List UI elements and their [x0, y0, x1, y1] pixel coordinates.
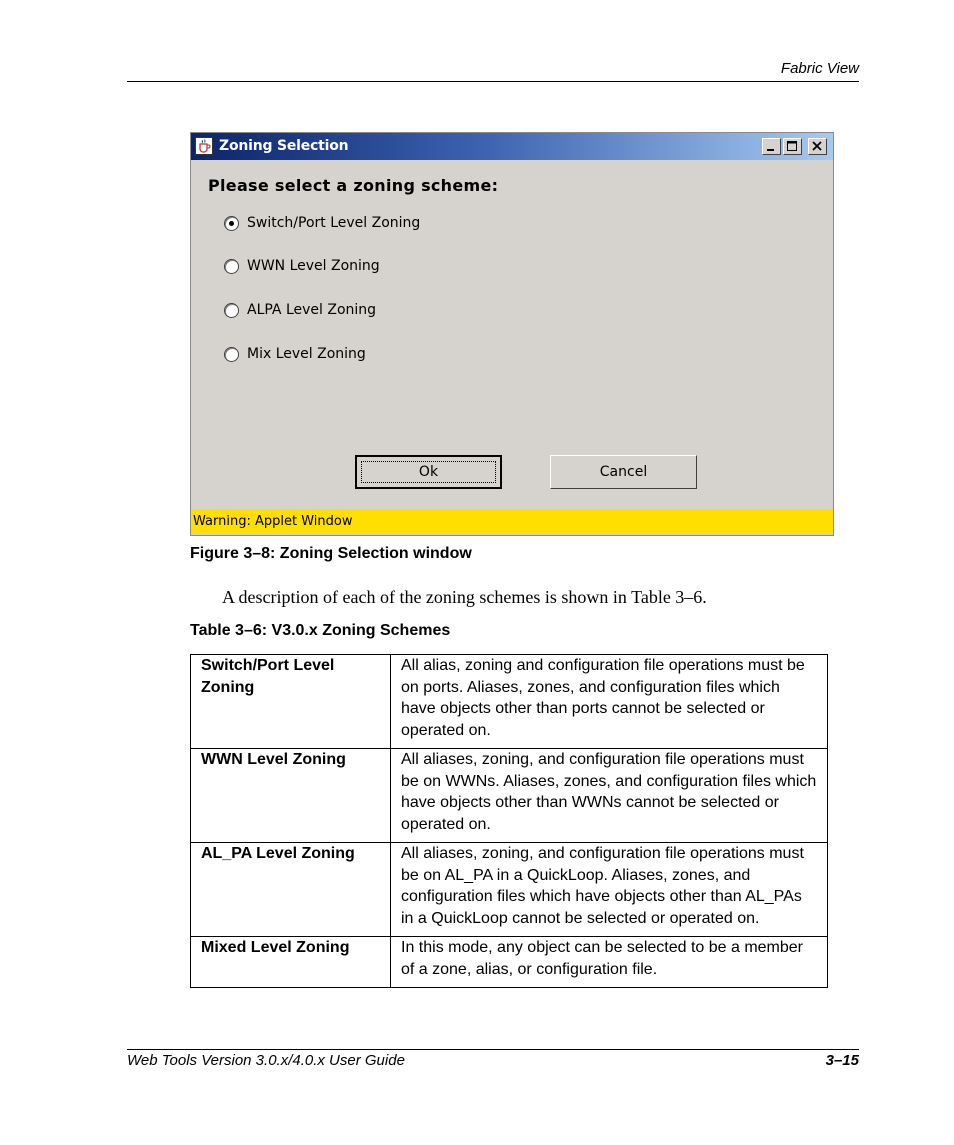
option-label: WWN Level Zoning — [247, 258, 380, 274]
table-row — [191, 843, 828, 937]
window-title: Zoning Selection — [219, 138, 349, 154]
scheme-name: Mixed Level Zoning — [191, 937, 391, 988]
scheme-name: WWN Level Zoning — [191, 749, 391, 843]
body-paragraph: A description of each of the zoning schemes is shown in Table 3–6. — [222, 587, 707, 607]
option-wwn-zoning[interactable] — [224, 256, 380, 276]
scheme-description: All aliases, zoning, and configuration file operations must be on AL_PA in a QuickLoop. Aliases, zones, and configuration files which have objects other than AL_PAs in a QuickLoop cannot be selected or operated on. — [391, 843, 828, 937]
option-label: ALPA Level Zoning — [247, 302, 377, 318]
option-mix-zoning[interactable] — [224, 344, 366, 364]
applet-warning-bar: Warning: Applet Window — [191, 509, 833, 534]
figure-caption: Figure 3–8: Zoning Selection window — [190, 545, 472, 562]
ok-button[interactable] — [355, 455, 502, 489]
running-header: Fabric View — [780, 60, 859, 77]
radio-selected-icon[interactable] — [224, 216, 239, 231]
table-row — [191, 937, 828, 988]
radio-icon[interactable] — [224, 303, 239, 318]
option-switch-port-zoning[interactable] — [224, 213, 420, 233]
page-number: 3–15 — [825, 1052, 859, 1069]
zoning-schemes-table — [190, 654, 828, 988]
window-titlebar[interactable] — [191, 133, 833, 160]
ok-label: Ok — [418, 464, 439, 480]
maximize-button[interactable] — [783, 138, 802, 155]
footer-rule — [127, 1049, 859, 1050]
minimize-button[interactable] — [762, 138, 781, 155]
cancel-button[interactable] — [550, 455, 697, 489]
option-label: Switch/Port Level Zoning — [247, 215, 421, 231]
java-app-icon[interactable] — [195, 137, 213, 155]
cancel-label: Cancel — [599, 464, 648, 480]
maximize-icon — [784, 139, 801, 154]
zoning-selection-window — [190, 132, 834, 536]
minimize-icon — [763, 139, 780, 154]
table-row — [191, 655, 828, 749]
close-button[interactable] — [808, 138, 827, 155]
option-alpa-zoning[interactable] — [224, 300, 376, 320]
scheme-name: Switch/Port Level Zoning — [191, 655, 391, 749]
option-label: Mix Level Zoning — [247, 346, 366, 362]
radio-icon[interactable] — [224, 259, 239, 274]
table-row — [191, 749, 828, 843]
scheme-name: AL_PA Level Zoning — [191, 843, 391, 937]
radio-icon[interactable] — [224, 347, 239, 362]
focus-ring — [361, 461, 496, 483]
footer-guide-title: Web Tools Version 3.0.x/4.0.x User Guide — [127, 1052, 405, 1069]
header-rule — [127, 81, 859, 82]
scheme-description: In this mode, any object can be selected to be a member of a zone, alias, or configuration file. — [391, 937, 828, 988]
scheme-description: All aliases, zoning, and configuration file operations must be on WWNs. Aliases, zones, and configuration files which have objects other than WWNs cannot be selected or operated on. — [391, 749, 828, 843]
table-caption: Table 3–6: V3.0.x Zoning Schemes — [190, 622, 451, 639]
scheme-description: All alias, zoning and configuration file operations must be on ports. Aliases, zones, and configuration files which have objects other than ports cannot be selected or operated on. — [391, 655, 828, 749]
close-icon — [809, 139, 826, 154]
zoning-prompt: Please select a zoning scheme: — [208, 176, 499, 195]
